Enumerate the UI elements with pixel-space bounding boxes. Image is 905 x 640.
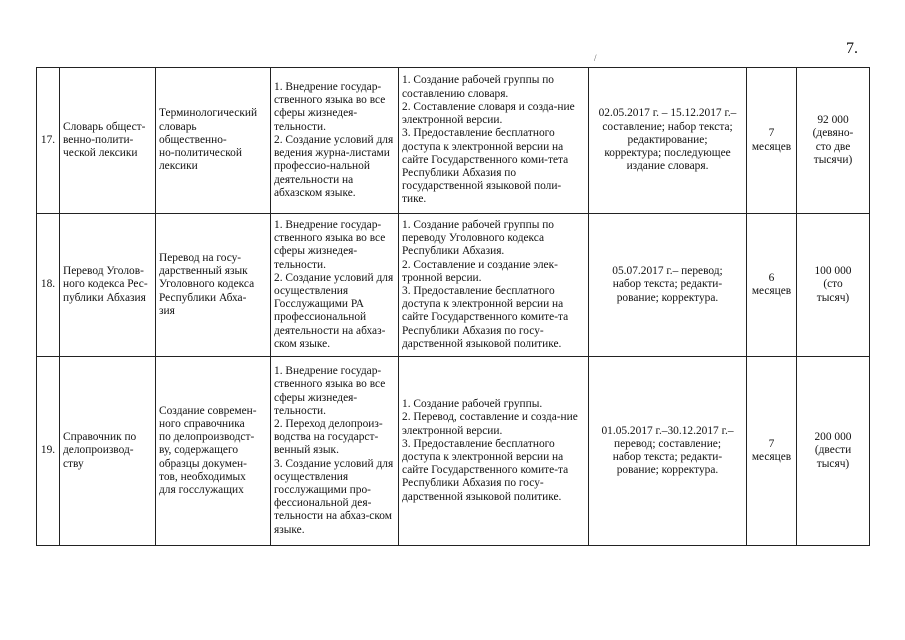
project-duration: 7 месяцев — [747, 68, 797, 214]
project-tasks — [399, 68, 589, 214]
task-item: 1. Создание рабочей группы по составлению словаря. — [402, 74, 554, 100]
table-row — [37, 214, 870, 357]
project-description: Перевод на госу- дарственный язык Уголовного кодекса Республики Абха- зия — [156, 214, 271, 357]
task-item: 3. Предоставление бесплатного доступа к электронной версии на сайте Государственного комите-та Республики Абхазия по госу-дарственной языковой политике. — [402, 437, 569, 503]
scan-mark: / — [594, 53, 597, 63]
row-number: 17. — [37, 68, 60, 214]
task-item: 1. Создание рабочей группы по переводу Уголовного кодекса Республики Абхазия. — [402, 218, 554, 258]
project-goals — [271, 357, 399, 546]
task-item: 2. Перевод, составление и созда-ние электронной версии. — [402, 411, 578, 437]
task-item: 2. Составление и создание элек-тронной версии. — [402, 258, 558, 284]
goal-item: 2. Создание условий для ведения журна-листами профессио-нальной деятельности на абхазском языке. — [274, 133, 394, 199]
project-goals — [271, 214, 399, 357]
project-duration: 7 месяцев — [747, 357, 797, 546]
project-cost: 92 000 (девяно- сто две тысячи) — [797, 68, 870, 214]
project-tasks — [399, 214, 589, 357]
table-row — [37, 68, 870, 214]
project-name: Словарь общест- венно-полити- ческой лексики — [60, 68, 156, 214]
project-name: Справочник по делопроизвод- ству — [60, 357, 156, 546]
page-number: 7. — [846, 40, 858, 57]
project-cost: 100 000 (сто тысяч) — [797, 214, 870, 357]
project-description: Создание современ- ного справочника по делопроизводст- ву, содержащего образцы докумен- тов, необходимых для госслужащих — [156, 357, 271, 546]
goal-item: 2. Создание условий для осуществления Госслужащими РА профессиональной деятельности на абхаз-ском языке. — [274, 271, 394, 350]
row-number: 18. — [37, 214, 60, 357]
goal-item: 1. Внедрение государ-ственного языка во все сферы жизнедея-тельности. — [274, 218, 386, 271]
task-item: 3. Предоставление бесплатного доступа к электронной версии на сайте Государственного комите-та Республики Абхазия по госу-дарственной языковой политике. — [402, 285, 569, 350]
project-name: Перевод Уголов- ного кодекса Рес- публики Абхазия — [60, 214, 156, 357]
row-number: 19. — [37, 357, 60, 546]
task-item: 2. Составление словаря и созда-ние электронной версии. — [402, 100, 575, 127]
project-tasks — [399, 357, 589, 546]
task-item: 1. Создание рабочей группы. — [402, 398, 543, 411]
project-schedule: 01.05.2017 г.–30.12.2017 г.– перевод; составление; набор текста; редакти- рование; корректура. — [589, 357, 747, 546]
table-row — [37, 357, 870, 546]
project-goals — [271, 68, 399, 214]
project-schedule: 02.05.2017 г. – 15.12.2017 г.– составление; набор текста; редактирование; корректура; последующее издание словаря. — [589, 68, 747, 214]
project-duration: 6 месяцев — [747, 214, 797, 357]
project-description: Терминологический словарь общественно- но-политической лексики — [156, 68, 271, 214]
goal-item: 2. Переход делопроиз-водства на государст-венный язык. — [274, 417, 383, 457]
goal-item: 3. Создание условий для осуществления госслужащими про-фессиональной дея-тельности на абхаз-ском языке. — [274, 457, 394, 536]
goal-item: 1. Внедрение государ-ственного языка во все сферы жизнедея-тельности. — [274, 81, 386, 133]
goal-item: 1. Внедрение государ-ственного языка во все сферы жизнедея-тельности. — [274, 365, 386, 417]
task-item: 3. Предоставление бесплатного доступа к электронной версии на сайте Государственного коми-тета Республики Абхазия по государственной языковой поли-тике. — [402, 127, 569, 206]
project-cost: 200 000 (двести тысяч) — [797, 357, 870, 546]
program-table — [36, 67, 870, 546]
project-schedule: 05.07.2017 г.– перевод; набор текста; редакти- рование; корректура. — [589, 214, 747, 357]
